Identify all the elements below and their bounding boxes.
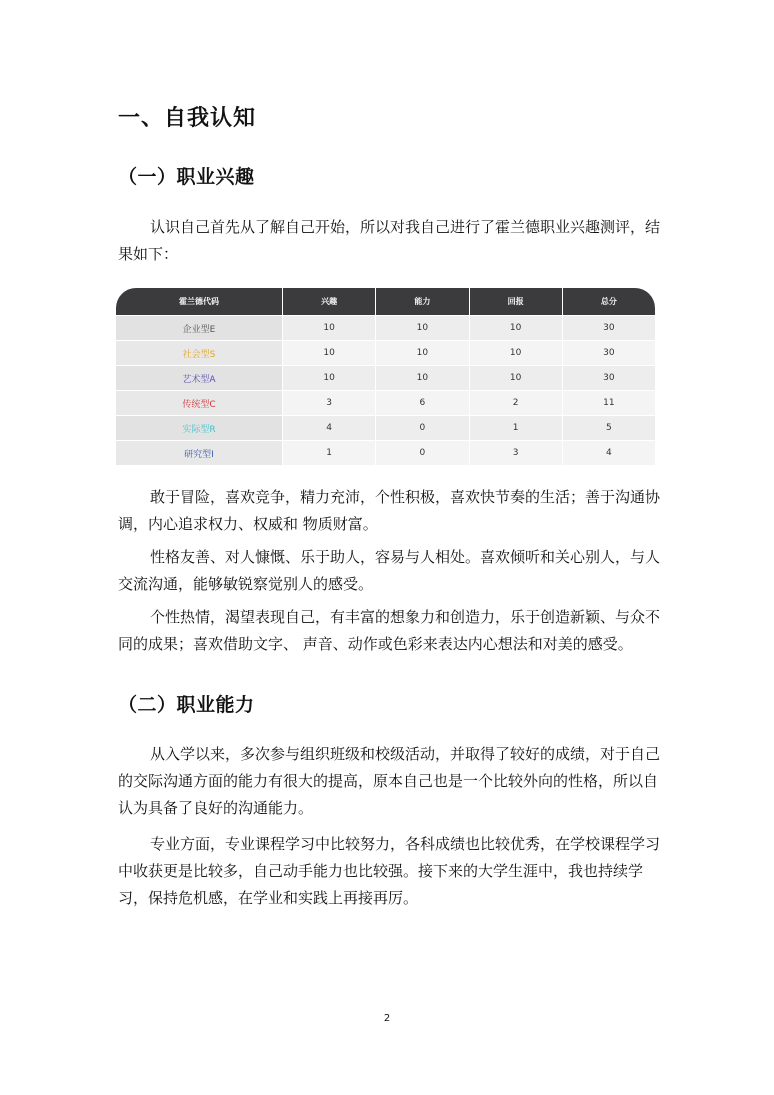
total-cell: 5 bbox=[563, 416, 655, 440]
total-cell: 30 bbox=[563, 341, 655, 365]
holland-code-cell: 艺术型A bbox=[116, 366, 282, 390]
ability-cell: 6 bbox=[376, 391, 468, 415]
total-cell: 11 bbox=[563, 391, 655, 415]
header-ability: 能力 bbox=[376, 288, 468, 315]
paragraph-text: 敢于冒险，喜欢竞争，精力充沛，个性积极，喜欢快节奏的生活；善于沟通协调，内心追求权力、权威和 物质财富。 bbox=[118, 488, 661, 533]
holland-code-cell: 传统型C bbox=[116, 391, 282, 415]
paragraph-text: 性格友善、对人慷慨、乐于助人，容易与人相处。喜欢倾听和关心别人，与人交流沟通，能够敏锐察觉别人的感受。 bbox=[118, 548, 661, 593]
ability-cell: 10 bbox=[376, 341, 468, 365]
reward-cell: 3 bbox=[470, 441, 562, 465]
page-number: 2 bbox=[383, 1013, 391, 1024]
holland-table bbox=[115, 287, 656, 466]
interest-cell: 1 bbox=[283, 441, 375, 465]
paragraph-text: 个性热情，渴望表现自己，有丰富的想象力和创造力，乐于创造新颖、与众不同的成果；喜欢借助文字、 声音、动作或色彩来表达内心想法和对美的感受。 bbox=[118, 608, 661, 653]
holland-code-cell: 企业型E bbox=[116, 316, 282, 340]
reward-cell: 10 bbox=[470, 316, 562, 340]
interest-cell: 10 bbox=[283, 316, 375, 340]
total-cell: 4 bbox=[563, 441, 655, 465]
ability-cell: 0 bbox=[376, 441, 468, 465]
holland-code-cell: 实际型R bbox=[116, 416, 282, 440]
subsection-title-ability: （二）职业能力 bbox=[118, 694, 255, 716]
paragraph-social bbox=[118, 544, 666, 598]
subsection-title-interest: （一）职业兴趣 bbox=[118, 166, 255, 188]
interest-cell: 10 bbox=[283, 366, 375, 390]
table-row bbox=[116, 391, 655, 415]
paragraph-communication bbox=[118, 741, 666, 822]
paragraph-enterprising bbox=[118, 484, 666, 538]
header-total: 总分 bbox=[563, 288, 655, 315]
paragraph-artistic bbox=[118, 604, 666, 658]
ability-cell: 0 bbox=[376, 416, 468, 440]
total-cell: 30 bbox=[563, 316, 655, 340]
header-interest: 兴趣 bbox=[283, 288, 375, 315]
table-row bbox=[116, 366, 655, 390]
table-row bbox=[116, 316, 655, 340]
interest-cell: 4 bbox=[283, 416, 375, 440]
reward-cell: 10 bbox=[470, 341, 562, 365]
ability-cell: 10 bbox=[376, 316, 468, 340]
reward-cell: 2 bbox=[470, 391, 562, 415]
paragraph-academic bbox=[118, 831, 666, 912]
header-reward: 回报 bbox=[470, 288, 562, 315]
holland-code-cell: 研究型I bbox=[116, 441, 282, 465]
interest-cell: 10 bbox=[283, 341, 375, 365]
table-row bbox=[116, 441, 655, 465]
reward-cell: 10 bbox=[470, 366, 562, 390]
intro-text: 认识自己首先从了解自己开始，所以对我自己进行了霍兰德职业兴趣测评，结果如下： bbox=[118, 218, 661, 263]
table-row bbox=[116, 416, 655, 440]
table-header-row bbox=[116, 288, 655, 315]
holland-code-cell: 社会型S bbox=[116, 341, 282, 365]
total-cell: 30 bbox=[563, 366, 655, 390]
paragraph-text: 从入学以来，多次参与组织班级和校级活动，并取得了较好的成绩，对于自己的交际沟通方面的能力有很大的提高，原本自己也是一个比较外向的性格，所以自认为具备了良好的沟通能力。 bbox=[118, 745, 661, 817]
section-title: 一、自我认知 bbox=[118, 106, 257, 131]
table-row bbox=[116, 341, 655, 365]
ability-cell: 10 bbox=[376, 366, 468, 390]
interest-cell: 3 bbox=[283, 391, 375, 415]
paragraph-text: 专业方面，专业课程学习中比较努力，各科成绩也比较优秀，在学校课程学习中收获更是比较多，自己动手能力也比较强。接下来的大学生涯中，我也持续学习，保持危机感，在学业和实践上再接再厉。 bbox=[118, 835, 661, 907]
header-code: 霍兰德代码 bbox=[116, 288, 282, 315]
reward-cell: 1 bbox=[470, 416, 562, 440]
intro-paragraph bbox=[118, 214, 666, 268]
